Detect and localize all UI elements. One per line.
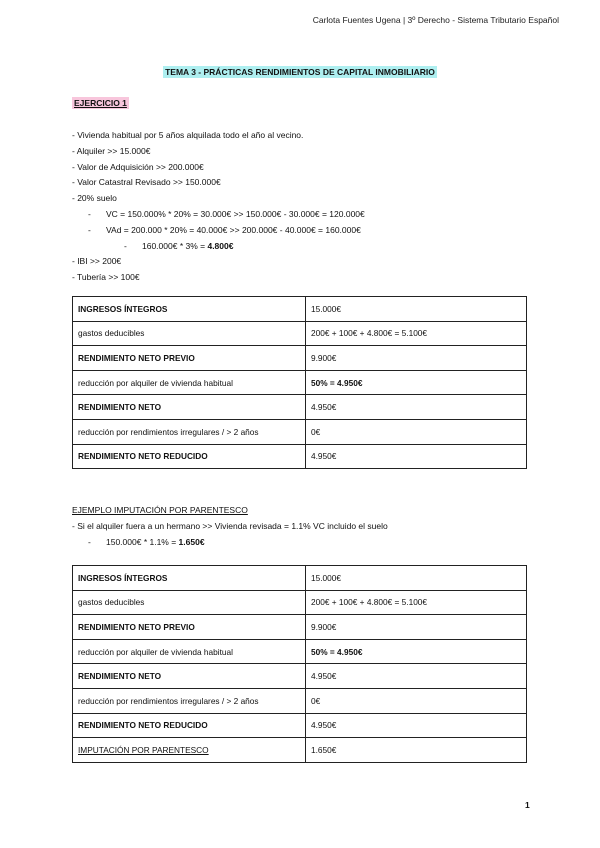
statement-subline-text: 150.000€ * 1.1% = bbox=[106, 536, 179, 547]
section-statement bbox=[72, 519, 532, 551]
table-value: 0€ bbox=[306, 688, 527, 713]
list-dash: - bbox=[88, 536, 91, 547]
table-value: 4.950€ bbox=[306, 664, 527, 689]
table-value: 1.650€ bbox=[306, 738, 527, 763]
statement-subline bbox=[72, 239, 532, 255]
table-row bbox=[73, 566, 527, 591]
table-row bbox=[73, 738, 527, 763]
table-label: RENDIMIENTO NETO PREVIO bbox=[73, 346, 306, 371]
table-label: INGRESOS ÍNTEGROS bbox=[73, 566, 306, 591]
table-label: gastos deducibles bbox=[73, 590, 306, 615]
table-value: 4.950€ bbox=[306, 713, 527, 738]
table-label: RENDIMIENTO NETO bbox=[73, 664, 306, 689]
statement-subline-text: VC = 150.000% * 20% = 30.000€ >> 150.000€ - 30.000€ = 120.000€ bbox=[106, 208, 365, 219]
table-value: 15.000€ bbox=[306, 297, 527, 322]
statement-line: - Valor Catastral Revisado >> 150.000€ bbox=[72, 177, 221, 188]
statement-line: - Tubería >> 100€ bbox=[72, 272, 140, 283]
table-label: gastos deducibles bbox=[73, 321, 306, 346]
table-label: RENDIMIENTO NETO REDUCIDO bbox=[73, 444, 306, 469]
table-value: 4.950€ bbox=[306, 444, 527, 469]
statement-line: - IBI >> 200€ bbox=[72, 256, 122, 267]
table-value: 0€ bbox=[306, 419, 527, 444]
table-value: 50% = 4.950€ bbox=[306, 370, 527, 395]
results-table-2 bbox=[72, 565, 527, 763]
table-value: 50% = 4.950€ bbox=[306, 639, 527, 664]
statement-highlight: 1.650€ bbox=[178, 536, 205, 547]
table-label: reducción por rendimientos irregulares / > 2 años bbox=[73, 419, 306, 444]
table-row bbox=[73, 639, 527, 664]
statement-line: - Si el alquiler fuera a un hermano >> Vivienda revisada = 1.1% VC incluido el suelo bbox=[72, 521, 388, 531]
table-value: 15.000€ bbox=[306, 566, 527, 591]
exercise-statement bbox=[72, 128, 532, 286]
table-row bbox=[73, 346, 527, 371]
table-label: RENDIMIENTO NETO PREVIO bbox=[73, 615, 306, 640]
exercise-title-text: EJERCICIO 1 bbox=[74, 98, 127, 108]
table-row bbox=[73, 615, 527, 640]
statement-highlight: 4.800€ bbox=[207, 240, 234, 251]
page-title bbox=[0, 67, 600, 77]
exercise-title bbox=[72, 98, 129, 108]
statement-line: - Valor de Adquisición >> 200.000€ bbox=[72, 161, 204, 172]
table-value: 200€ + 100€ + 4.800€ = 5.100€ bbox=[306, 321, 527, 346]
table-value: 9.900€ bbox=[306, 615, 527, 640]
table-row bbox=[73, 713, 527, 738]
statement-line: - Vivienda habitual por 5 años alquilada todo el año al vecino. bbox=[72, 130, 304, 140]
table-value: 4.950€ bbox=[306, 395, 527, 420]
table-label: reducción por rendimientos irregulares / > 2 años bbox=[73, 688, 306, 713]
statement-subline-text: VAd = 200.000 * 20% = 40.000€ >> 200.000€ - 40.000€ = 160.000€ bbox=[106, 224, 361, 235]
list-dash: - bbox=[88, 208, 91, 219]
page-title-text: TEMA 3 - PRÁCTICAS RENDIMIENTOS DE CAPITAL INMOBILIARIO bbox=[165, 67, 435, 77]
results-table-1 bbox=[72, 296, 527, 469]
list-dash: - bbox=[88, 224, 91, 235]
table-row bbox=[73, 370, 527, 395]
table-label: RENDIMIENTO NETO REDUCIDO bbox=[73, 713, 306, 738]
statement-subline bbox=[72, 207, 532, 223]
table-row bbox=[73, 321, 527, 346]
table-row bbox=[73, 688, 527, 713]
statement-line: - 20% suelo bbox=[72, 193, 117, 204]
table-label: reducción por alquiler de vivienda habitual bbox=[73, 639, 306, 664]
table-row bbox=[73, 444, 527, 469]
table-row bbox=[73, 395, 527, 420]
section-title: EJEMPLO IMPUTACIÓN POR PARENTESCO bbox=[72, 505, 248, 515]
table-label: reducción por alquiler de vivienda habitual bbox=[73, 370, 306, 395]
page-header: Carlota Fuentes Ugena | 3º Derecho - Sistema Tributario Español bbox=[312, 15, 559, 25]
table-row bbox=[73, 590, 527, 615]
table-label: RENDIMIENTO NETO bbox=[73, 395, 306, 420]
table-row bbox=[73, 297, 527, 322]
statement-subline bbox=[72, 535, 532, 551]
statement-subline-text: 160.000€ * 3% = bbox=[142, 240, 208, 251]
table-label: INGRESOS ÍNTEGROS bbox=[73, 297, 306, 322]
page-number: 1 bbox=[525, 800, 530, 810]
table-value: 9.900€ bbox=[306, 346, 527, 371]
statement-line: - Alquiler >> 15.000€ bbox=[72, 145, 151, 156]
table-value: 200€ + 100€ + 4.800€ = 5.100€ bbox=[306, 590, 527, 615]
list-dash: - bbox=[124, 240, 127, 251]
table-row bbox=[73, 664, 527, 689]
statement-subline bbox=[72, 223, 532, 239]
table-label: IMPUTACIÓN POR PARENTESCO bbox=[73, 738, 306, 763]
table-row bbox=[73, 419, 527, 444]
